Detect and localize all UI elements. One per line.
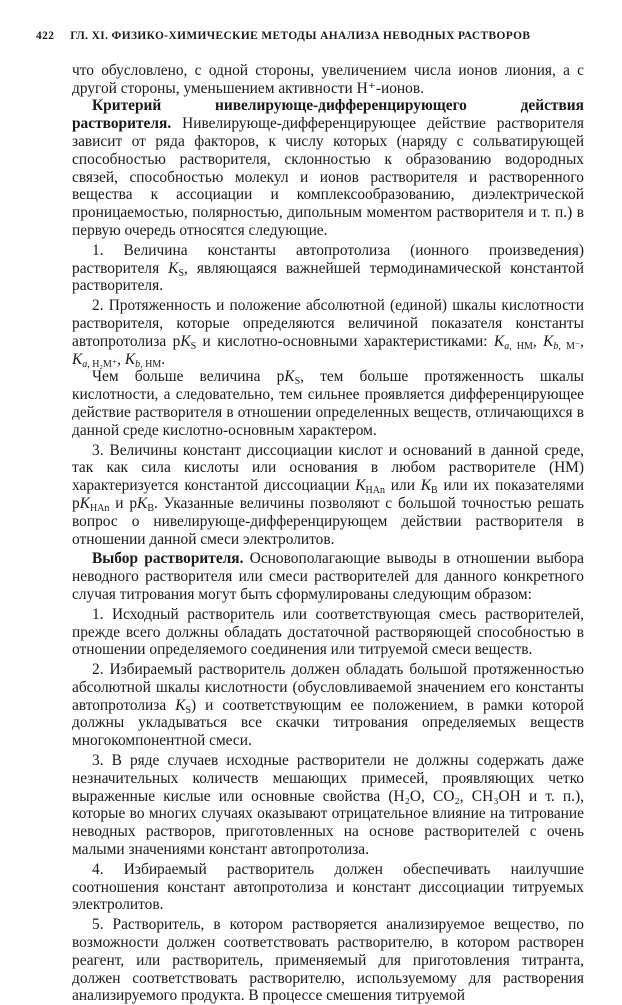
paragraph-criterion xyxy=(72,97,584,239)
list-item-1: 1. Величина константы автопротолиза (ионного произведения) растворителя $K_S$, являющаяся важнейшей термодинамической константой растворителя. xyxy=(72,241,584,295)
list-item-3: 3. Величины констант диссоциации кислот и оснований в данной среде, так как сила кислоты или основания в любом растворителе (HM) характеризуется константой диссоциации $K_{HAn}$ или $K_B$ или их показателями $pK_{HAn}$ и $pK_B$. Указанные величины позволяют с большой точностью решать вопрос о нивелирующе-дифференцирующем действии растворителя в отношении данной смеси электролитов. xyxy=(72,441,584,548)
paragraph-item2-continued: Чем больше величина $pK_S$, тем больше протяженность шкалы кислотности, а следовательно, тем сильнее проявляется дифференцирующее действие растворителя в отношении определенных веществ, отличающихся в данной среде кислотно-основным характером. xyxy=(72,368,585,439)
page-number: 422 xyxy=(36,30,55,42)
list-item-2: 2. Протяженность и положение абсолютной (единой) шкалы кислотности растворителя, которые определяются величиной показателя константы автопротолиза $pK_S$ и кислотно-основными характеристиками: $K_{a, HM}$, $K_{b, M^-}$, $K_{a, H_2M^+}$, $K_{b, HM}$. xyxy=(72,297,584,370)
choice-item-4: 4. Избираемый растворитель должен обеспечивать наилучшие соотношения констант автопротолиза и констант диссоциации титруемых электролитов. xyxy=(72,860,584,914)
choice-item-2: 2. Избираемый растворитель должен обладать большой протяженностью абсолютной шкалы кислотности (обусловливаемой значением его константы автопротолиза $K_S$) и соответствующим ее положением, в рамки которой должны укладываться все скачки титрования определяемых веществ многокомпонентной смеси. xyxy=(72,661,584,750)
section-heading-criterion: Критерий нивелирующе-дифференцирующего действия растворителя. xyxy=(72,97,584,133)
paragraph-continuation: что обусловлено, с одной стороны, увеличением числа ионов лиония, а с другой стороны, уменьшением активности H⁺-ионов. xyxy=(72,61,584,97)
running-head xyxy=(36,28,584,46)
criterion-text: Нивелирующе-дифференцирующее действие растворителя зависит от ряда факторов, к числу которых (наряду с сольватирующей способностью растворителя, склонностью к образованию водородных связей, способностью молекул и ионов растворителя и растворенного вещества к ассоциации и комплексообразованию, диэлектрической проницаемостью, полярностью, дипольным моментом растворителя и т. п.) в первую очередь относятся следующие. xyxy=(72,115,584,239)
section-heading-choice: Выбор растворителя. xyxy=(92,550,244,568)
choice-text: Основополагающие выводы в отношении выбора неводного растворителя или смеси растворителей для данного конкретного случая титрования могут быть сформулированы следующим образом: xyxy=(72,550,584,603)
choice-item-5: 5. Растворитель, в котором растворяется анализируемое вещество, по возможности должен соответствовать растворителю, в котором растворен реагент, или растворитель, применяемый для приготовления титранта, должен соответствовать растворителю, используемому для растворения анализируемого продукта. В процессе смешения титруемой xyxy=(72,916,584,1005)
paragraph-choice xyxy=(72,550,584,603)
running-title: ГЛ. XI. ФИЗИКО-ХИМИЧЕСКИЕ МЕТОДЫ АНАЛИЗА НЕВОДНЫХ РАСТВОРОВ xyxy=(70,30,531,42)
choice-item-3: 3. В ряде случаев исходные растворители не должны содержать даже незначительных количеств мешающих примесей, проявляющих четко выраженные кислые или основные свойства (H₂O, CO₂, CH₃OH и т. п.), которые во многих случаях оказывают отрицательное влияние на титрование неводных растворов, приготовленных на основе растворителей с очень малыми значениями констант автопротолиза. xyxy=(72,752,584,859)
choice-item-1: 1. Исходный растворитель или соответствующая смесь растворителей, прежде всего должны обладать достаточной растворяющей способностью в отношении определяемого соединения или титруемой смеси веществ. xyxy=(72,605,584,659)
